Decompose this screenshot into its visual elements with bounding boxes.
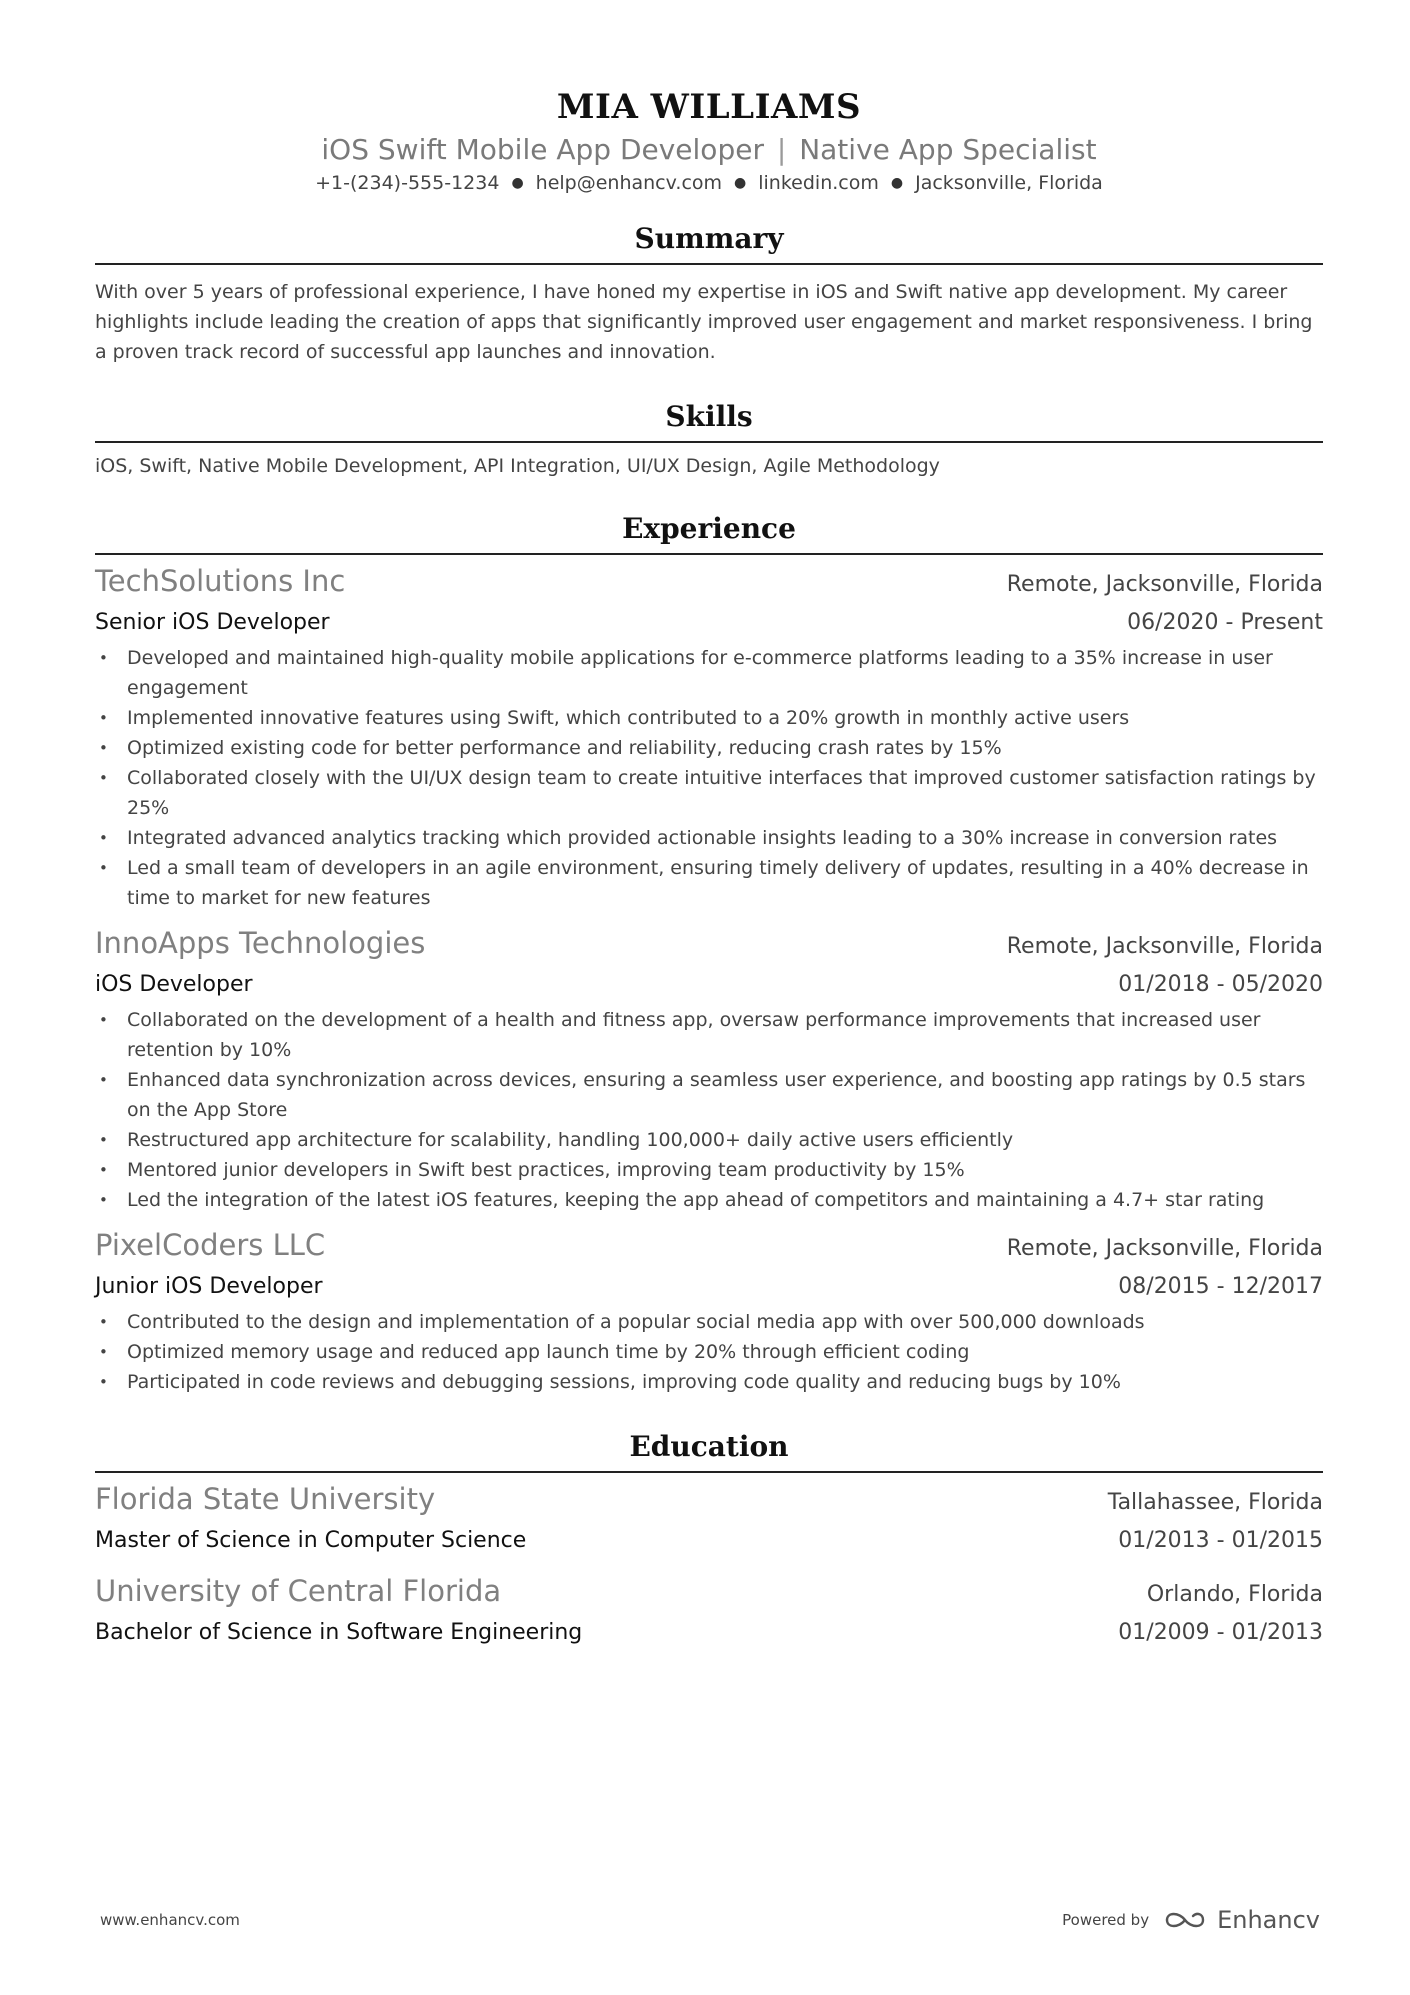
education-entry-header: [95, 1571, 1323, 1615]
bullet-icon: •: [99, 1373, 108, 1391]
bullet-icon: •: [99, 1071, 108, 1089]
resume-header: [95, 85, 1323, 197]
bullet-separator-icon: ●: [511, 175, 524, 191]
list-item: [95, 733, 1323, 763]
job-title: Junior iOS Developer: [95, 1274, 323, 1299]
powered-by-badge[interactable]: [1062, 1906, 1320, 1934]
experience-entry: [95, 923, 1323, 1215]
brand-name: Enhancv: [1217, 1906, 1320, 1934]
bullet-icon: •: [99, 1191, 108, 1209]
bullet-icon: •: [99, 1011, 108, 1029]
list-item: [95, 1155, 1323, 1185]
bullet-icon: •: [99, 1131, 108, 1149]
school-name: University of Central Florida: [95, 1574, 502, 1608]
list-item: [95, 1337, 1323, 1367]
section-title-experience: Experience: [95, 509, 1323, 555]
education-entry-subheader: [95, 1523, 1323, 1559]
list-item: [95, 763, 1323, 823]
enhancv-logo-icon: [1163, 1908, 1209, 1932]
experience-entry-subheader: [95, 1269, 1323, 1305]
list-item: [95, 1307, 1323, 1337]
education-section: [95, 1427, 1323, 1651]
summary-text: With over 5 years of professional experience, I have honed my expertise in iOS and Swift native app development. My career highlights include leading the creation of apps that significantly improved user engagement and market responsiveness. I bring a proven track record of successful app launches and innovation.: [95, 281, 1313, 363]
candidate-headline: [95, 131, 1323, 169]
list-item: [95, 1367, 1323, 1397]
bullet-icon: •: [99, 709, 108, 727]
bullet-icon: •: [99, 769, 108, 787]
job-bullets: [95, 1005, 1323, 1215]
footer-website-link[interactable]: www.enhancv.com: [100, 1911, 240, 1929]
bullet-text: Collaborated on the development of a health and fitness app, oversaw performance improvements that increased user retention by 10%: [127, 1009, 1261, 1061]
school-location: Orlando, Florida: [1146, 1582, 1323, 1607]
company-name: PixelCoders LLC: [95, 1228, 326, 1262]
bullet-icon: •: [99, 739, 108, 757]
bullet-text: Collaborated closely with the UI/UX design team to create intuitive interfaces that improved customer satisfaction ratings by 25%: [127, 767, 1316, 819]
bullet-text: Participated in code reviews and debugging sessions, improving code quality and reducing bugs by 10%: [127, 1371, 1121, 1393]
bullet-icon: •: [99, 1161, 108, 1179]
experience-entry-subheader: [95, 967, 1323, 1003]
degree-name: Bachelor of Science in Software Engineering: [95, 1620, 583, 1645]
bullet-text: Implemented innovative features using Swift, which contributed to a 20% growth in monthly active users: [127, 707, 1130, 729]
bullet-text: Integrated advanced analytics tracking which provided actionable insights leading to a 30% increase in conversion rates: [127, 827, 1278, 849]
bullet-icon: •: [99, 829, 108, 847]
bullet-separator-icon: ●: [890, 175, 904, 191]
candidate-name: MIA WILLIAMS: [556, 87, 862, 127]
bullet-icon: •: [99, 649, 108, 667]
job-dates: 01/2018 - 05/2020: [1118, 972, 1323, 997]
section-title-education: Education: [95, 1427, 1323, 1473]
section-title-summary: Summary: [95, 219, 1323, 265]
experience-entry-subheader: [95, 605, 1323, 641]
skills-section: [95, 397, 1323, 481]
job-bullets: [95, 1307, 1323, 1397]
education-entry: [95, 1479, 1323, 1559]
bullet-text: Optimized memory usage and reduced app launch time by 20% through efficient coding: [127, 1341, 970, 1363]
list-item: [95, 703, 1323, 733]
list-item: [95, 1125, 1323, 1155]
summary-section: [95, 219, 1323, 367]
list-item: [95, 1065, 1323, 1125]
bullet-text: Restructured app architecture for scalability, handling 100,000+ daily active users efficiently: [127, 1129, 1014, 1151]
bullet-text: Optimized existing code for better performance and reliability, reducing crash rates by 15%: [127, 737, 1002, 759]
education-entry-subheader: [95, 1615, 1323, 1651]
bullet-separator-icon: ●: [734, 175, 747, 191]
bullet-icon: •: [99, 1343, 108, 1361]
education-entry-header: [95, 1479, 1323, 1523]
powered-by-label: Powered by: [1062, 1911, 1150, 1929]
contact-location: Jacksonville, Florida: [915, 172, 1103, 194]
school-location: Tallahassee, Florida: [1107, 1490, 1323, 1515]
education-dates: 01/2013 - 01/2015: [1118, 1528, 1323, 1553]
job-title: iOS Developer: [95, 972, 253, 997]
experience-entry: [95, 561, 1323, 913]
job-title: Senior iOS Developer: [95, 610, 330, 635]
list-item: [95, 1005, 1323, 1065]
company-name: TechSolutions Inc: [95, 564, 346, 598]
bullet-text: Mentored junior developers in Swift best practices, improving team productivity by 15%: [127, 1159, 965, 1181]
school-name: Florida State University: [95, 1482, 436, 1516]
experience-entry-header: [95, 923, 1323, 967]
contact-phone[interactable]: +1-(234)-555-1234: [315, 172, 500, 194]
education-entry: [95, 1571, 1323, 1651]
list-item: [95, 643, 1323, 703]
experience-entry-header: [95, 1225, 1323, 1269]
bullet-text: Led the integration of the latest iOS features, keeping the app ahead of competitors and maintaining a 4.7+ star rating: [127, 1189, 1265, 1211]
contact-email[interactable]: help@enhancv.com: [535, 172, 723, 194]
headline-secondary: Native App Specialist: [799, 133, 1097, 166]
bullet-icon: •: [99, 859, 108, 877]
experience-entry-header: [95, 561, 1323, 605]
bullet-text: Contributed to the design and implementation of a popular social media app with over 500,000 downloads: [127, 1311, 1145, 1333]
contact-linkedin[interactable]: linkedin.com: [758, 172, 879, 194]
company-name: InnoApps Technologies: [95, 926, 426, 960]
bullet-text: Led a small team of developers in an agile environment, ensuring timely delivery of updates, resulting in a 40% decrease in time to market for new features: [127, 857, 1309, 909]
list-item: [95, 1185, 1323, 1215]
contact-line: [95, 169, 1323, 197]
job-location: Remote, Jacksonville, Florida: [1006, 572, 1323, 597]
resume-page: [95, 85, 1323, 1651]
job-dates: 08/2015 - 12/2017: [1118, 1274, 1323, 1299]
bullet-text: Enhanced data synchronization across devices, ensuring a seamless user experience, and boosting app ratings by 0.5 stars on the App Store: [127, 1069, 1306, 1121]
bullet-icon: •: [99, 1313, 108, 1331]
job-location: Remote, Jacksonville, Florida: [1006, 1236, 1323, 1261]
bullet-text: Developed and maintained high-quality mobile applications for e-commerce platforms leading to a 35% increase in user engagement: [127, 647, 1273, 699]
section-title-skills: Skills: [95, 397, 1323, 443]
job-dates: 06/2020 - Present: [1127, 610, 1323, 635]
experience-entry: [95, 1225, 1323, 1397]
list-item: [95, 823, 1323, 853]
enhancv-brand: [1163, 1906, 1320, 1934]
headline-primary: iOS Swift Mobile App Developer: [321, 133, 764, 166]
degree-name: Master of Science in Computer Science: [95, 1528, 527, 1553]
page-footer: [100, 1900, 1320, 1940]
education-dates: 01/2009 - 01/2013: [1118, 1620, 1323, 1645]
list-item: [95, 853, 1323, 913]
job-bullets: [95, 643, 1323, 913]
experience-section: [95, 509, 1323, 1397]
skills-text: iOS, Swift, Native Mobile Development, API Integration, UI/UX Design, Agile Methodology: [95, 455, 940, 477]
headline-separator: |: [776, 133, 787, 166]
job-location: Remote, Jacksonville, Florida: [1006, 934, 1323, 959]
